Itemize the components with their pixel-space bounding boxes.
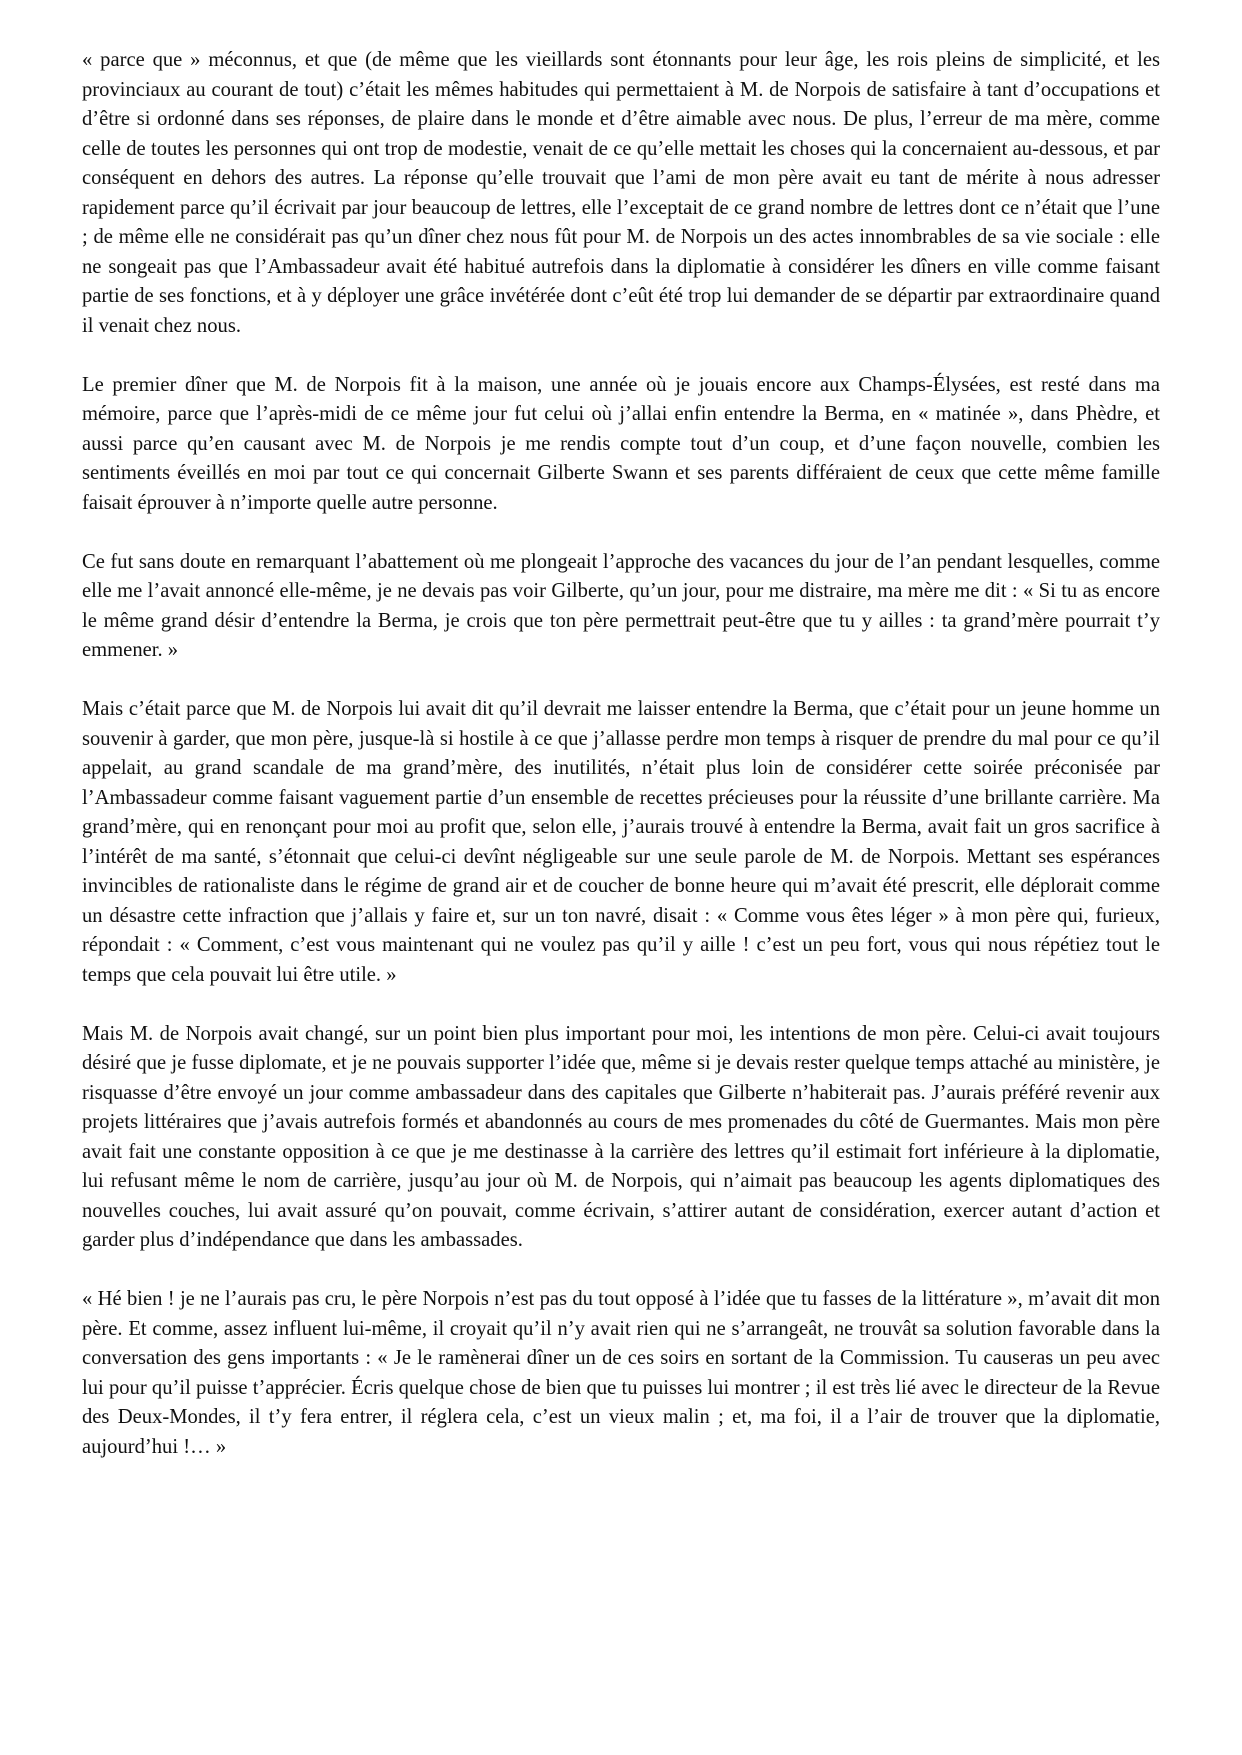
paragraph-1: « parce que » méconnus, et que (de même que les vieillards sont étonnants pour leur âge, les rois pleins de simplicité, et les provinciaux au courant de tout) c’était les mêmes habitudes qui permettaient à M. de Norpois de satisfaire à tant d’occupations et d’être si ordonné dans ses réponses, de plaire dans le monde et d’être aimable avec nous. De plus, l’erreur de ma mère, comme celle de toutes les personnes qui ont trop de modestie, venait de ce qu’elle mettait les choses qui la concernaient au-dessous, et par conséquent en dehors des autres. La réponse qu’elle trouvait que l’ami de mon père avait eu tant de mérite à nous adresser rapidement parce qu’il écrivait par jour beaucoup de lettres, elle l’exceptait de ce grand nombre de lettres dont ce n’était que l’une ; de même elle ne considérait pas qu’un dîner chez nous fût pour M. de Norpois un des actes innombrables de sa vie sociale : elle ne songeait pas que l’Ambassadeur avait été habitué autrefois dans la diplomatie à considérer les dîners en ville comme faisant partie de ses fonctions, et à y déployer une grâce invétérée dont c’eût été trop lui demander de se départir par extraordinaire quand il venait chez nous.: [82, 49, 1160, 337]
paragraph-6: « Hé bien ! je ne l’aurais pas cru, le père Norpois n’est pas du tout opposé à l’idée que tu fasses de la littérature », m’avait dit mon père. Et comme, assez influent lui-même, il croyait qu’il n’y avait rien qui ne s’arrangeât, ne trouvât sa solution favorable dans la conversation des gens importants : « Je le ramènerai dîner un de ces soirs en sortant de la Commission. Tu causeras un peu avec lui pour qu’il puisse t’apprécier. Écris quelque chose de bien que tu puisses lui montrer ; il est très lié avec le directeur de la Revue des Deux-Mondes, il t’y fera entrer, il réglera cela, c’est un vieux malin ; et, ma foi, il a l’air de trouver que la diplomatie, aujourd’hui !… »: [82, 1288, 1160, 1458]
document-page: [82, 46, 1160, 1492]
paragraph-2: Le premier dîner que M. de Norpois fit à la maison, une année où je jouais encore aux Champs-Élysées, est resté dans ma mémoire, parce que l’après-midi de ce même jour fut celui où j’allai enfin entendre la Berma, en « matinée », dans Phèdre, et aussi parce qu’en causant avec M. de Norpois je me rendis compte tout d’un coup, et d’une façon nouvelle, combien les sentiments éveillés en moi par tout ce qui concernait Gilberte Swann et ses parents différaient de ceux que cette même famille faisait éprouver à n’importe quelle autre personne.: [82, 373, 1160, 514]
paragraph-4: Mais c’était parce que M. de Norpois lui avait dit qu’il devrait me laisser entendre la Berma, que c’était pour un jeune homme un souvenir à garder, que mon père, jusque-là si hostile à ce que j’allasse perdre mon temps à risquer de prendre du mal pour ce qu’il appelait, au grand scandale de ma grand’mère, des inutilités, n’était plus loin de considérer cette soirée préconisée par l’Ambassadeur comme faisant vaguement partie d’un ensemble de recettes précieuses pour la réussite d’une brillante carrière. Ma grand’mère, qui en renonçant pour moi au profit que, selon elle, j’aurais trouvé à entendre la Berma, avait fait un gros sacrifice à l’intérêt de ma santé, s’étonnait que celui-ci devînt négligeable sur une seule parole de M. de Norpois. Mettant ses espérances invincibles de rationaliste dans le régime de grand air et de coucher de bonne heure qui m’avait été prescrit, elle déplorait comme un désastre cette infraction que j’allais y faire et, sur un ton navré, disait : « Comme vous êtes léger » à mon père qui, furieux, répondait : « Comment, c’est vous maintenant qui ne voulez pas qu’il y aille ! c’est un peu fort, vous qui nous répétiez tout le temps que cela pouvait lui être utile. »: [82, 698, 1160, 986]
paragraph-3: Ce fut sans doute en remarquant l’abattement où me plongeait l’approche des vacances du jour de l’an pendant lesquelles, comme elle me l’avait annoncé elle-même, je ne devais pas voir Gilberte, qu’un jour, pour me distraire, ma mère me dit : « Si tu as encore le même grand désir d’entendre la Berma, je crois que ton père permettrait peut-être que tu y ailles : ta grand’mère pourrait t’y emmener. »: [82, 550, 1160, 661]
paragraph-5: Mais M. de Norpois avait changé, sur un point bien plus important pour moi, les intentions de mon père. Celui-ci avait toujours désiré que je fusse diplomate, et je ne pouvais supporter l’idée que, même si je devais rester quelque temps attaché au ministère, je risquasse d’être envoyé un jour comme ambassadeur dans des capitales que Gilberte n’habiterait pas. J’aurais préféré revenir aux projets littéraires que j’avais autrefois formés et abandonnés au cours de mes promenades du côté de Guermantes. Mais mon père avait fait une constante opposition à ce que je me destinasse à la carrière des lettres qu’il estimait fort inférieure à la diplomatie, lui refusant même le nom de carrière, jusqu’au jour où M. de Norpois, qui n’aimait pas beaucoup les agents diplomatiques des nouvelles couches, lui avait assuré qu’on pouvait, comme écrivain, s’attirer autant de considération, exercer autant d’action et garder plus d’indépendance que dans les ambassades.: [82, 1022, 1160, 1251]
